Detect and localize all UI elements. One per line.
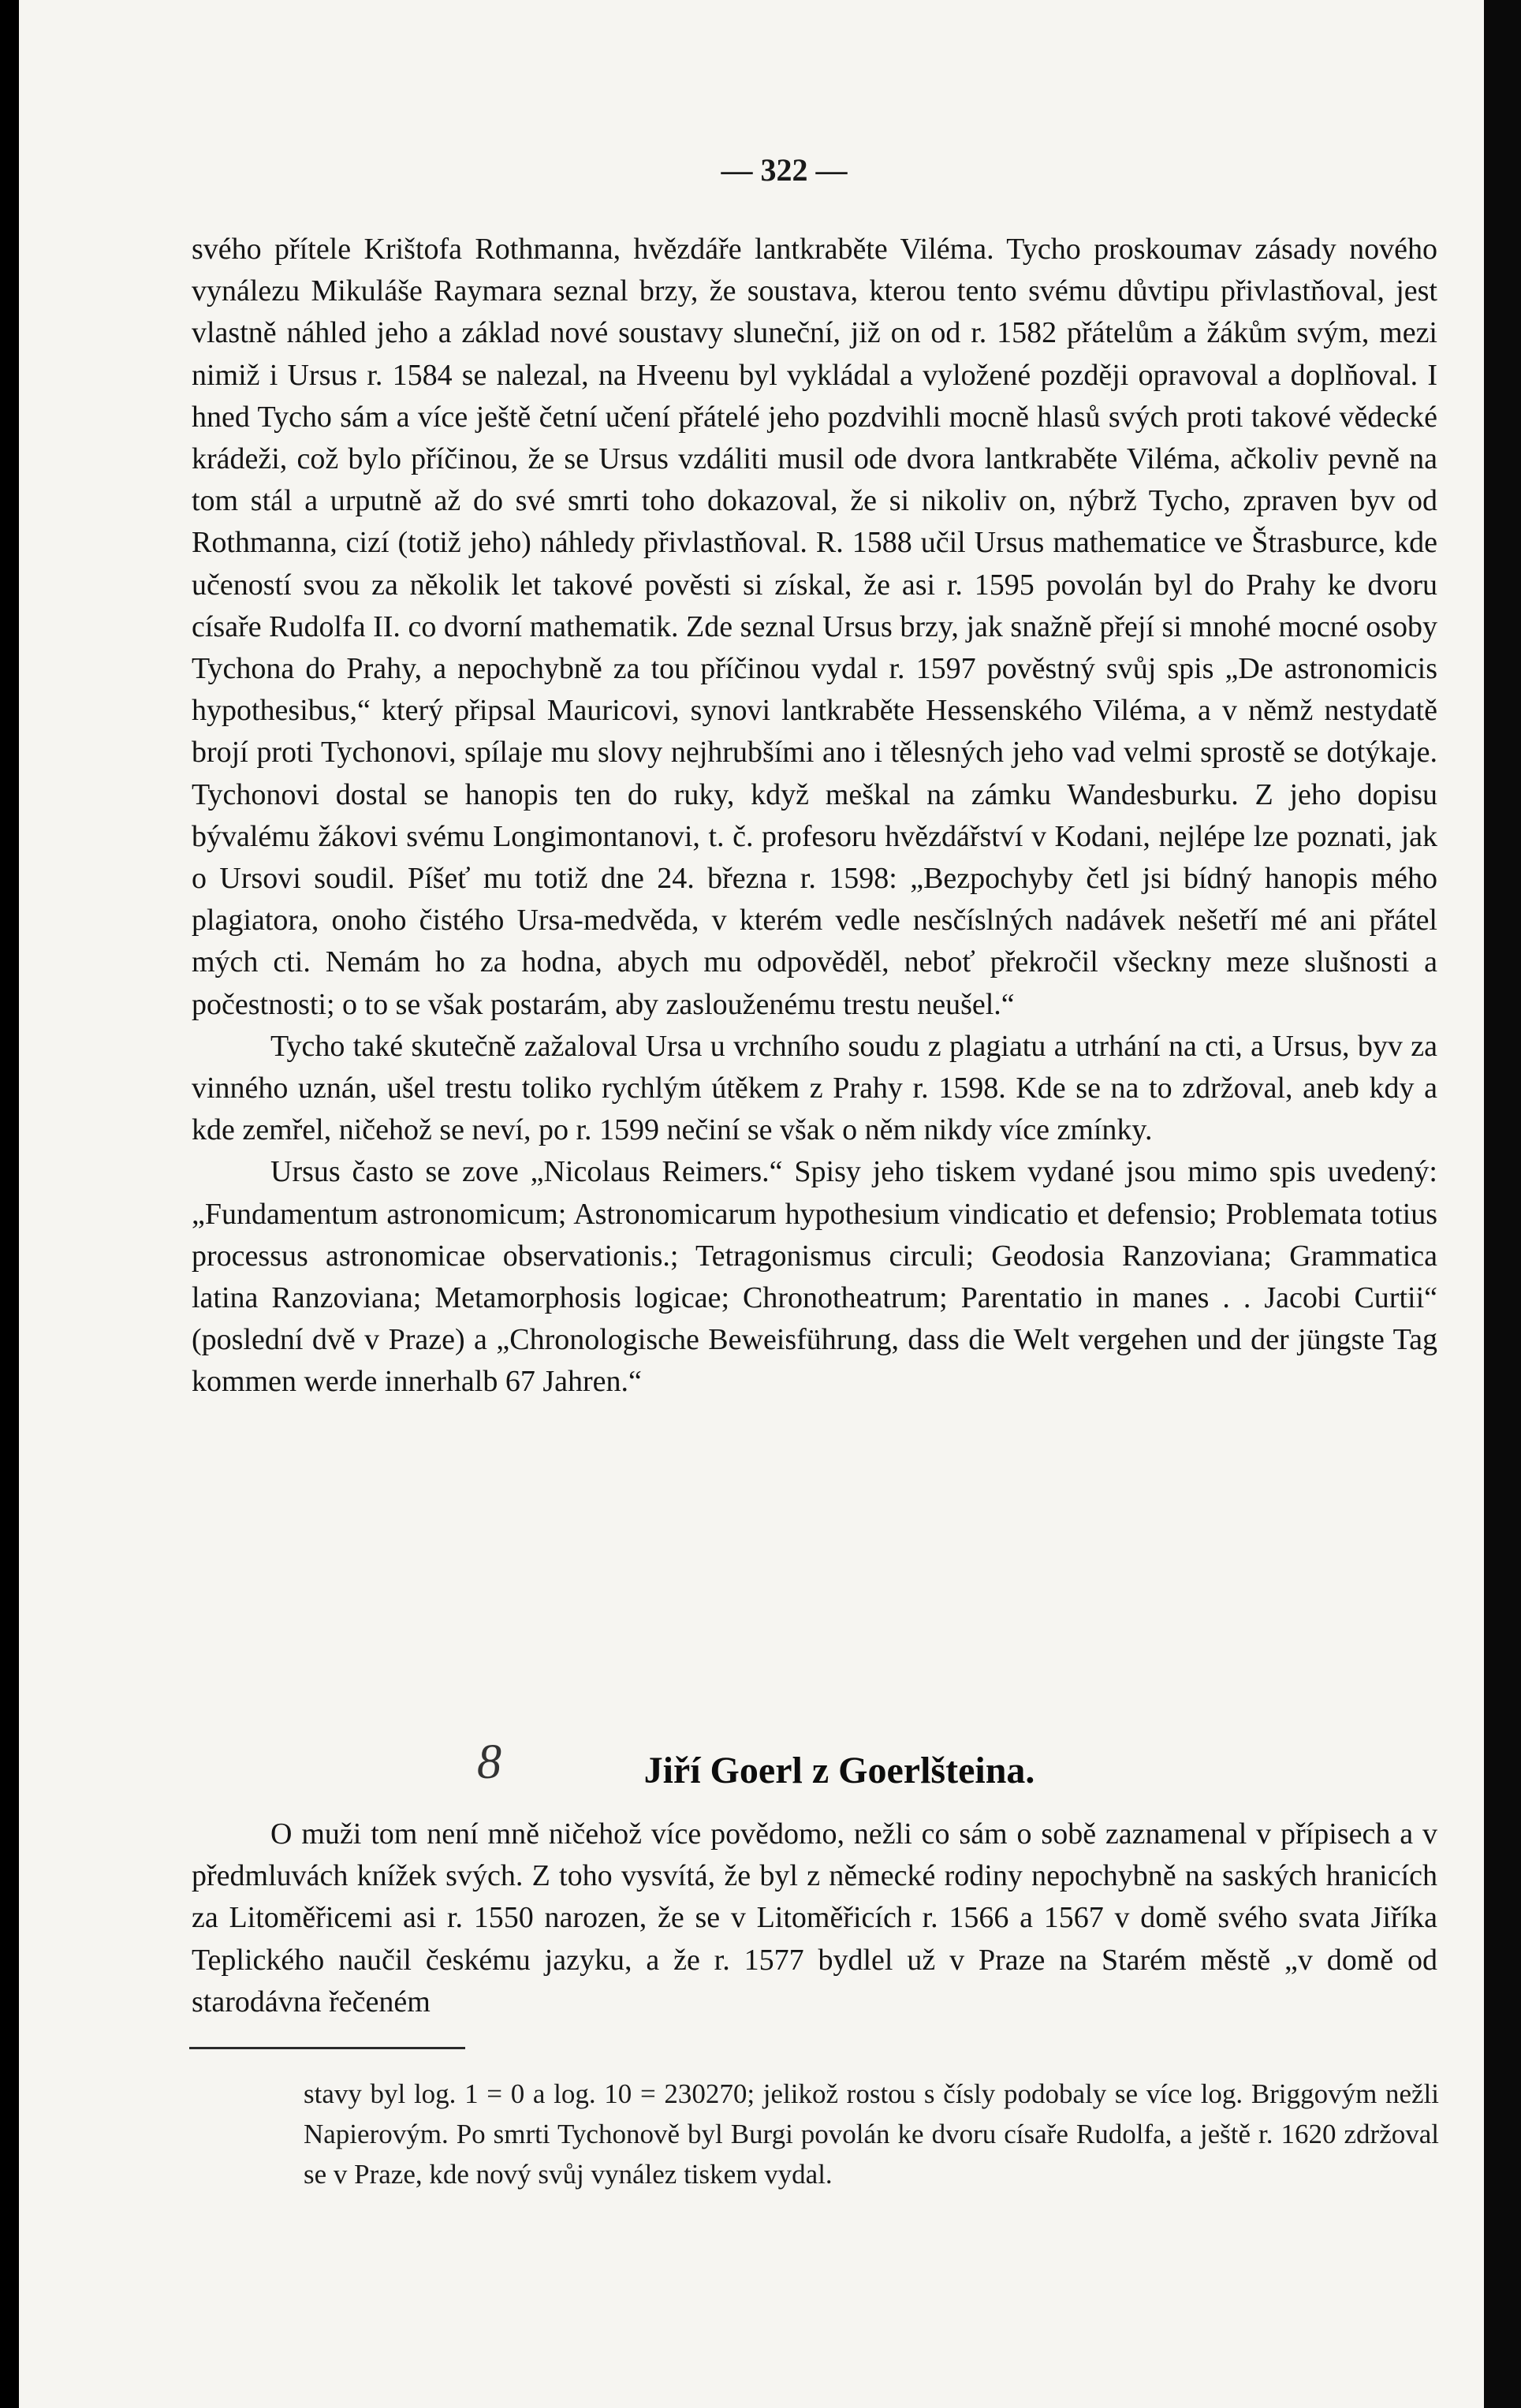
section-body <box>192 1813 1437 2023</box>
paragraph-1: svého přítele Krištofa Rothmanna, hvězdáře lantkraběte Viléma. Tycho proskoumav zásady nového vynálezu Mikuláše Raymara seznal brzy, že soustava, kterou tento svému důvtipu přivlastňoval, jest vlastně náhled jeho a základ nové soustavy sluneční, již on od r. 1582 přátelům a žákům svým, mezi nimiž i Ursus r. 1584 se nalezal, na Hveenu byl vykládal a vyložené později opravoval a doplňoval. I hned Tycho sám a více ještě četní učení přátelé jeho pozdvihli mocně hlasů svých proti takové vědecké krádeži, což bylo příčinou, že se Ursus vzdáliti musil ode dvora lantkraběte Viléma, ačkoliv pevně na tom stál a urputně až do své smrti toho dokazoval, že si nikoliv on, nýbrž Tycho, zpraven byv od Rothmanna, cizí (totiž jeho) náhledy přivlastňoval. R. 1588 učil Ursus mathematice ve Štrasburce, kde učeností svou za několik let takové pověsti si získal, že asi r. 1595 povolán byl do Prahy ke dvoru císaře Rudolfa II. co dvorní mathematik. Zde seznal Ursus brzy, jak snažně přejí si mnohé mocné osoby Tychona do Prahy, a nepochybně za tou příčinou vydal r. 1597 pověstný svůj spis „De astronomicis hypothesibus,“ který připsal Mauricovi, synovi lantkraběte Hessenského Viléma, a v němž nestydatě brojí proti Tychonovi, spílaje mu slovy nejhrubšími ano i tělesných jeho vad velmi sprostě se dotýkaje. Tychonovi dostal se hanopis ten do ruky, když meškal na zámku Wandesburku. Z jeho dopisu bývalému žákovi svému Longimontanovi, t. č. profesoru hvězdářství v Kodani, nejlépe lze poznati, jak o Ursovi soudil. Píšeť mu totiž dne 24. března r. 1598: „Bezpochyby četl jsi bídný hanopis mého plagiatora, onoho čistého Ursa-medvěda, v kterém vedle nesčíslných nadávek nešetří mé ani přátel mých cti. Nemám ho za hodna, abych mu odpověděl, neboť překročil všeckny meze slušnosti a počestnosti; o to se však postarám, aby zaslouženému trestu neušel.“ <box>192 233 1437 1021</box>
section-paragraph: O muži tom není mně ničehož více povědomo, nežli co sám o sobě zaznamenal v přípisech a v předmluvách knížek svých. Z toho vysvítá, že byl z německé rodiny nepochybně na saských hranicích za Litoměřicemi asi r. 1550 narozen, že se v Litoměřicích r. 1566 a 1567 v domě svého svata Jiříka Teplického naučil českému jazyku, a že r. 1577 bydlel už v Praze na Starém městě „v domě od starodávna řečeném <box>192 1817 1437 2018</box>
section-marker: 8 <box>477 1735 501 1789</box>
page-number: — 322 — <box>721 152 848 188</box>
main-text <box>192 229 1437 1403</box>
paragraph-2: Tycho také skutečně zažaloval Ursa u vrchního soudu z plagiatu a utrhání na cti, a Ursus, byv za vinného uznán, ušel trestu toliko rychlým útěkem z Prahy r. 1598. Kde se na to zdržoval, aneb kdy a kde zemřel, ničehož se neví, po r. 1599 nečiní se však o něm nikdy více zmínky. <box>192 1029 1437 1147</box>
footnote: stavy byl log. 1 = 0 a log. 10 = 230270; jelikož rostou s čísly podobaly se více log. Briggovým nežli Napierovým. Po smrti Tychonově byl Burgi povolán ke dvoru císaře Rudolfa, a ještě r. 1620 zdržoval se v Praze, kde nový svůj vynález tiskem vydal. <box>304 2078 1439 2190</box>
section-heading: Jiří Goerl z Goerlšteina. <box>643 1750 1035 1791</box>
scan-border <box>1484 0 1521 2408</box>
footnote-divider <box>189 2047 465 2049</box>
paragraph-3: Ursus často se zove „Nicolaus Reimers.“ Spisy jeho tiskem vydané jsou mimo spis uvedený: „Fundamentum astronomicum; Astronomicarum hypothesium vindicatio et defensio; Problemata totius processus astronomicae observationis.; Tetragonismus circuli; Geodosia Ranzoviana; Grammatica latina Ranzoviana; Metamorphosis logicae; Chronotheatrum; Parentatio in manes . . Jacobi Curtii“ (poslední dvě v Praze) a „Chronologische Beweisführung, dass die Welt vergehen und der jüngste Tag kommen werde innerhalb 67 Jahren.“ <box>192 1155 1437 1399</box>
